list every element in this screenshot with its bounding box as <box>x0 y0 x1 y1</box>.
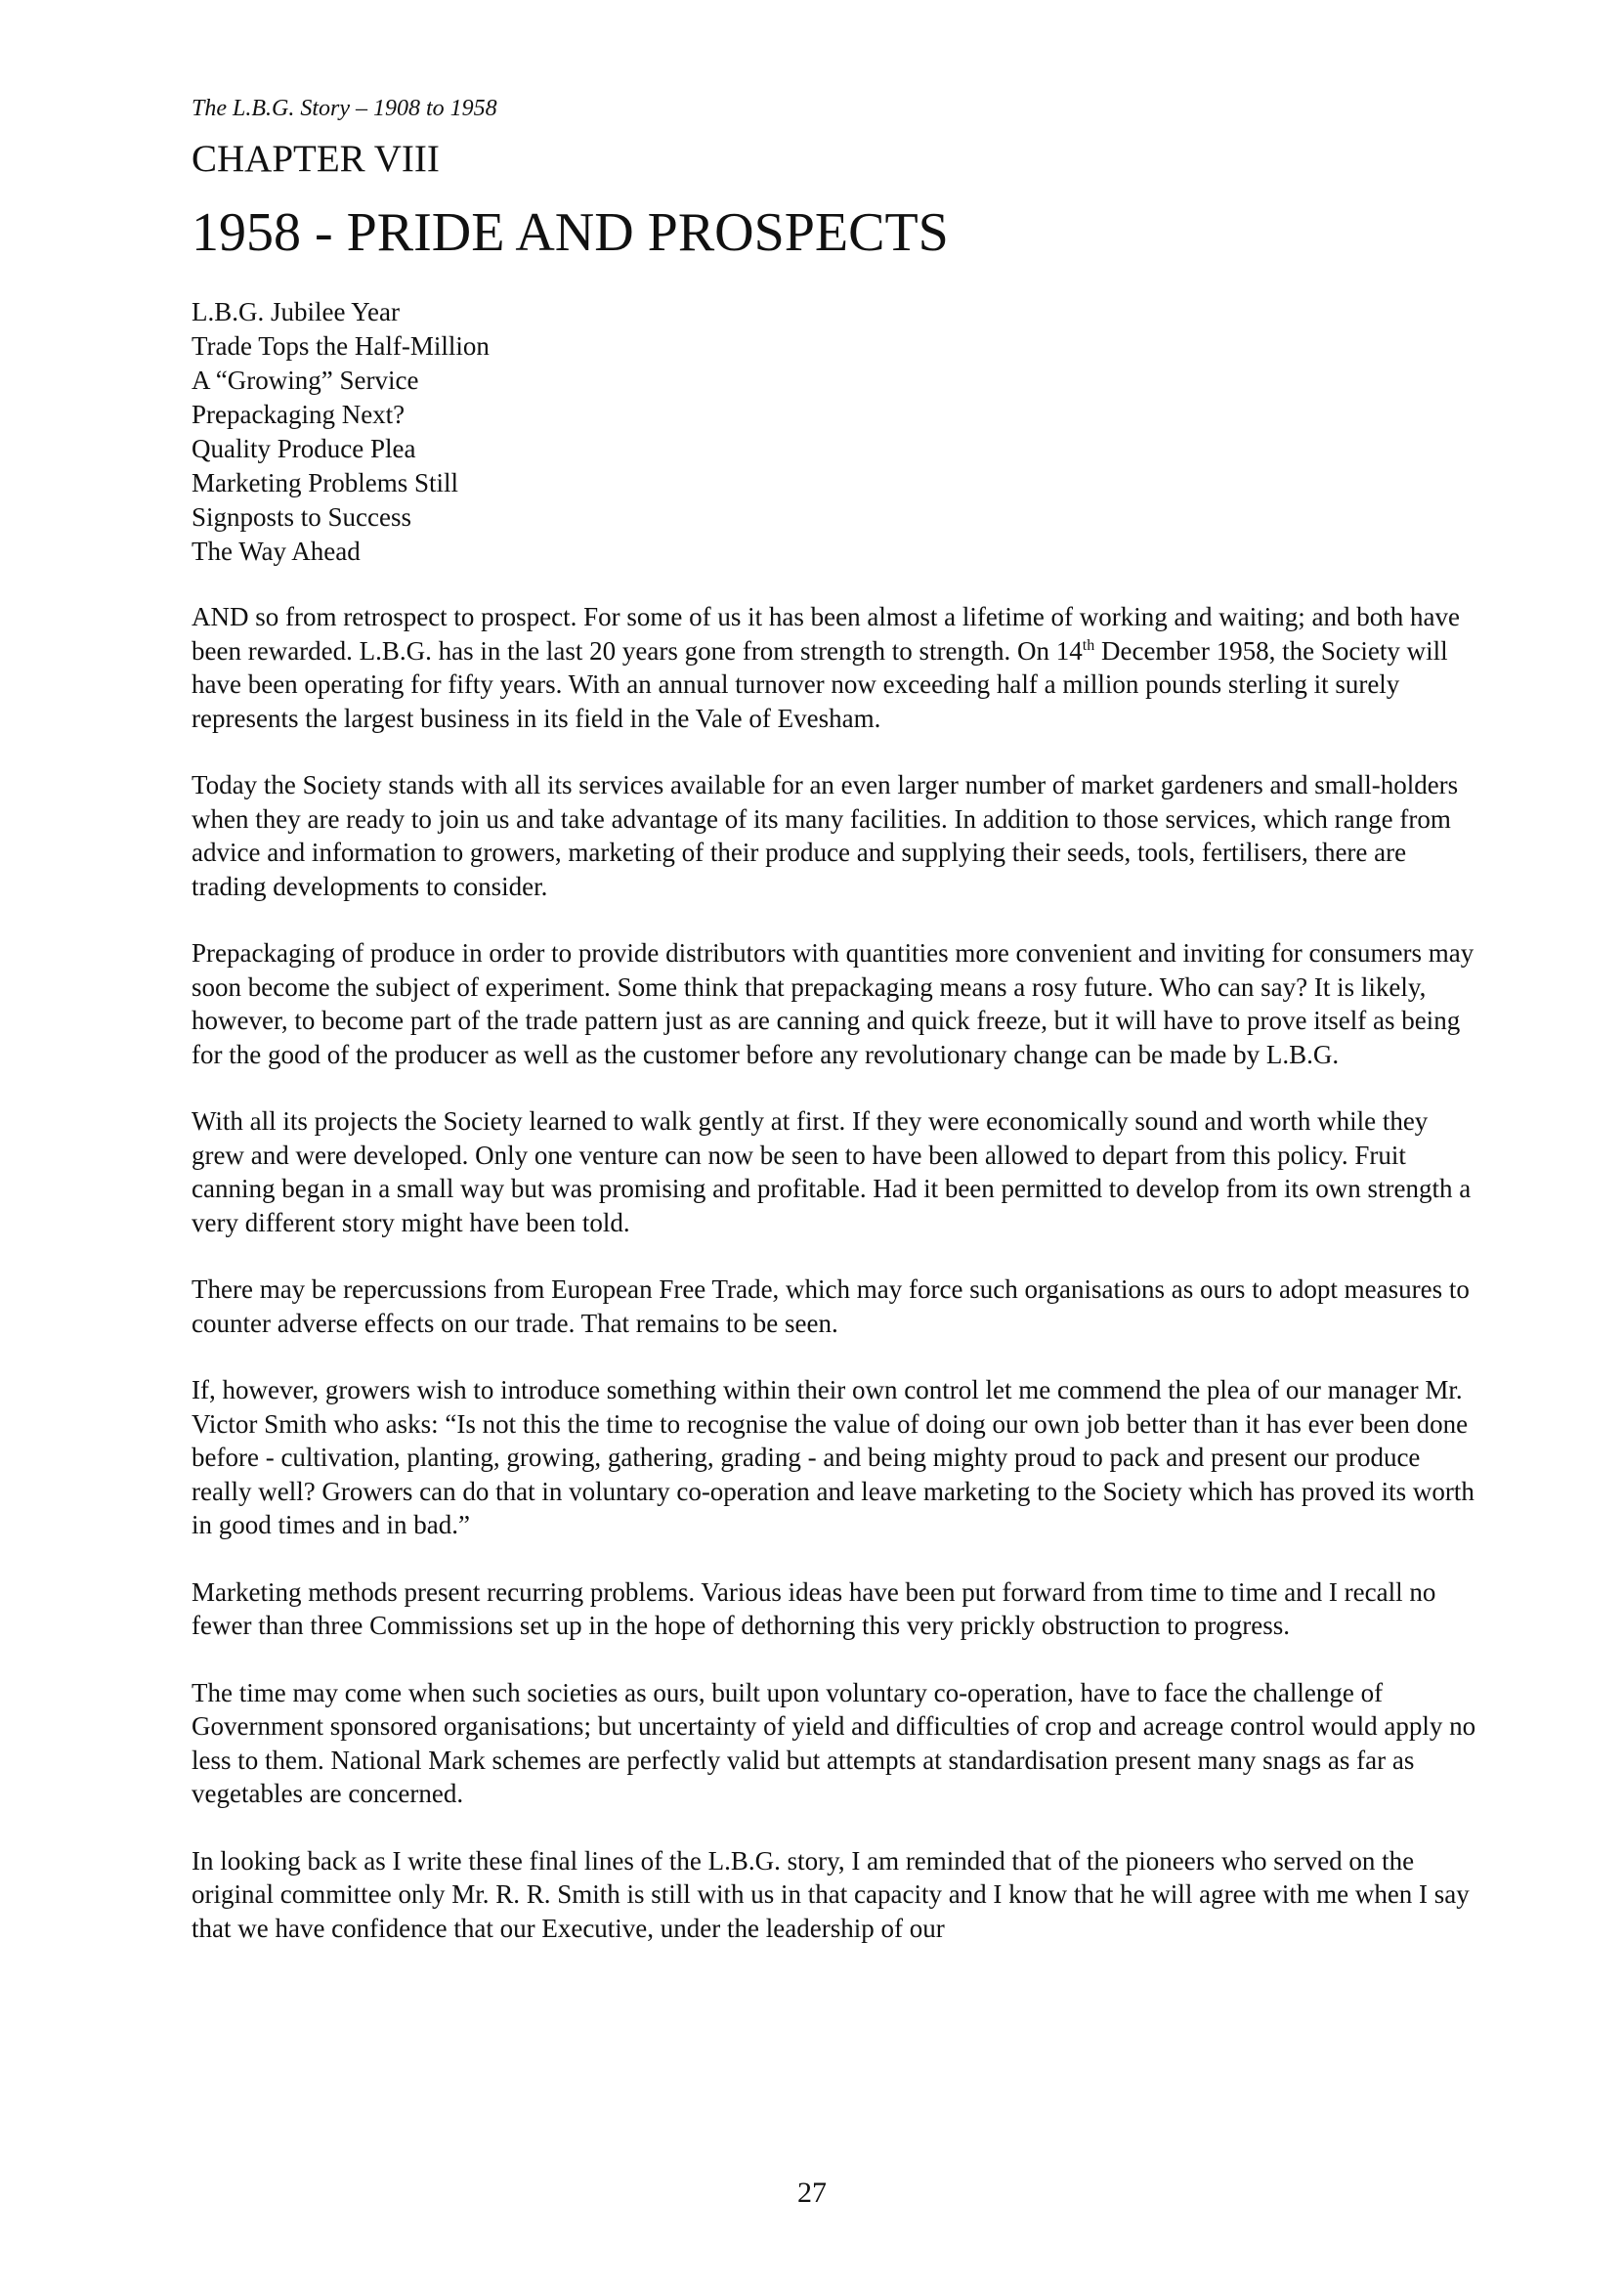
paragraph-text: AND so from retrospect to prospect. For some of us it has been almost a lifetime of working and waiting; and both have been rewarded. L.B.G. has in the last 20 years gone from strength to strength. On 14 <box>192 602 1460 666</box>
contents-item: The Way Ahead <box>192 537 361 566</box>
chapter-label: CHAPTER VIII <box>192 138 440 180</box>
contents-item: Marketing Problems Still <box>192 468 458 497</box>
document-page <box>192 94 1481 1978</box>
page-number: 27 <box>797 2177 827 2209</box>
paragraph-text: December 1958, the Society will have been operating for fifty years. With an annual turnover now exceeding half a million pounds sterling it surely represents the largest business in its field in the Vale of Evesham. <box>192 635 1448 733</box>
chapter-title: 1958 - PRIDE AND PROSPECTS <box>192 202 949 263</box>
body-paragraph: There may be repercussions from European Free Trade, which may force such organisations as ours to adopt measures to counter adverse effects on our trade. That remains to be seen. <box>192 1274 1470 1338</box>
body-paragraph: In looking back as I write these final lines of the L.B.G. story, I am reminded that of the pioneers who served on the original committee only Mr. R. R. Smith is still with us in that capacity and I know that he will agree with me when I say that we have confidence that our Executive, under the leadership of our <box>192 1845 1470 1943</box>
contents-item: Trade Tops the Half-Million <box>192 331 490 361</box>
ordinal-superscript: th <box>1082 636 1095 654</box>
contents-item: L.B.G. Jubilee Year <box>192 297 400 326</box>
running-header: The L.B.G. Story – 1908 to 1958 <box>192 96 497 121</box>
contents-item: Prepackaging Next? <box>192 400 406 429</box>
body-paragraph: The time may come when such societies as ours, built upon voluntary co-operation, have to face the challenge of Government sponsored organisations; but uncertainty of yield and difficulties of crop and acreage control would apply no less to them. National Mark schemes are perfectly valid but attempts at standardisation present many snags as far as vegetables are concerned. <box>192 1677 1476 1808</box>
chapter-contents-list <box>192 295 1481 569</box>
body-paragraph: Prepackaging of produce in order to provide distributors with quantities more convenient and inviting for consumers may soon become the subject of experiment. Some think that prepackaging means a rosy future. Who can say? It is likely, however, to become part of the trade pattern just as are canning and quick freeze, but it will have to prove itself as being for the good of the producer as well as the customer before any revolutionary change can be made by L.B.G. <box>192 938 1474 1069</box>
body-paragraph: Marketing methods present recurring problems. Various ideas have been put forward from time to time and I recall no fewer than three Commissions set up in the hope of dethorning this very prickly obstruction to progress. <box>192 1576 1436 1640</box>
body-paragraph <box>192 600 1481 735</box>
contents-item: Quality Produce Plea <box>192 434 416 463</box>
contents-item: Signposts to Success <box>192 502 412 532</box>
contents-item: A “Growing” Service <box>192 366 419 395</box>
body-paragraph: If, however, growers wish to introduce something within their own control let me commend the plea of our manager Mr. Victor Smith who asks: “Is not this the time to recognise the value of doing our own job better than it has ever been done before - cultivation, planting, growing, gathering, grading - and being mighty proud to pack and present our produce really well? Growers can do that in voluntary co-operation and leave marketing to the Society which has proved its worth in good times and in bad.” <box>192 1375 1474 1539</box>
body-paragraph: Today the Society stands with all its services available for an even larger number of market gardeners and small-holders when they are ready to join us and take advantage of its many facilities. In addition to those services, which range from advice and information to growers, marketing of their produce and supplying their seeds, tools, fertilisers, there are trading developments to consider. <box>192 770 1459 901</box>
body-paragraph: With all its projects the Society learned to walk gently at first. If they were economically sound and worth while they grew and were developed. Only one venture can now be seen to have been allowed to depart from this policy. Fruit canning began in a small way but was promising and profitable. Had it been permitted to develop from its own strength a very different story might have been told. <box>192 1106 1472 1237</box>
